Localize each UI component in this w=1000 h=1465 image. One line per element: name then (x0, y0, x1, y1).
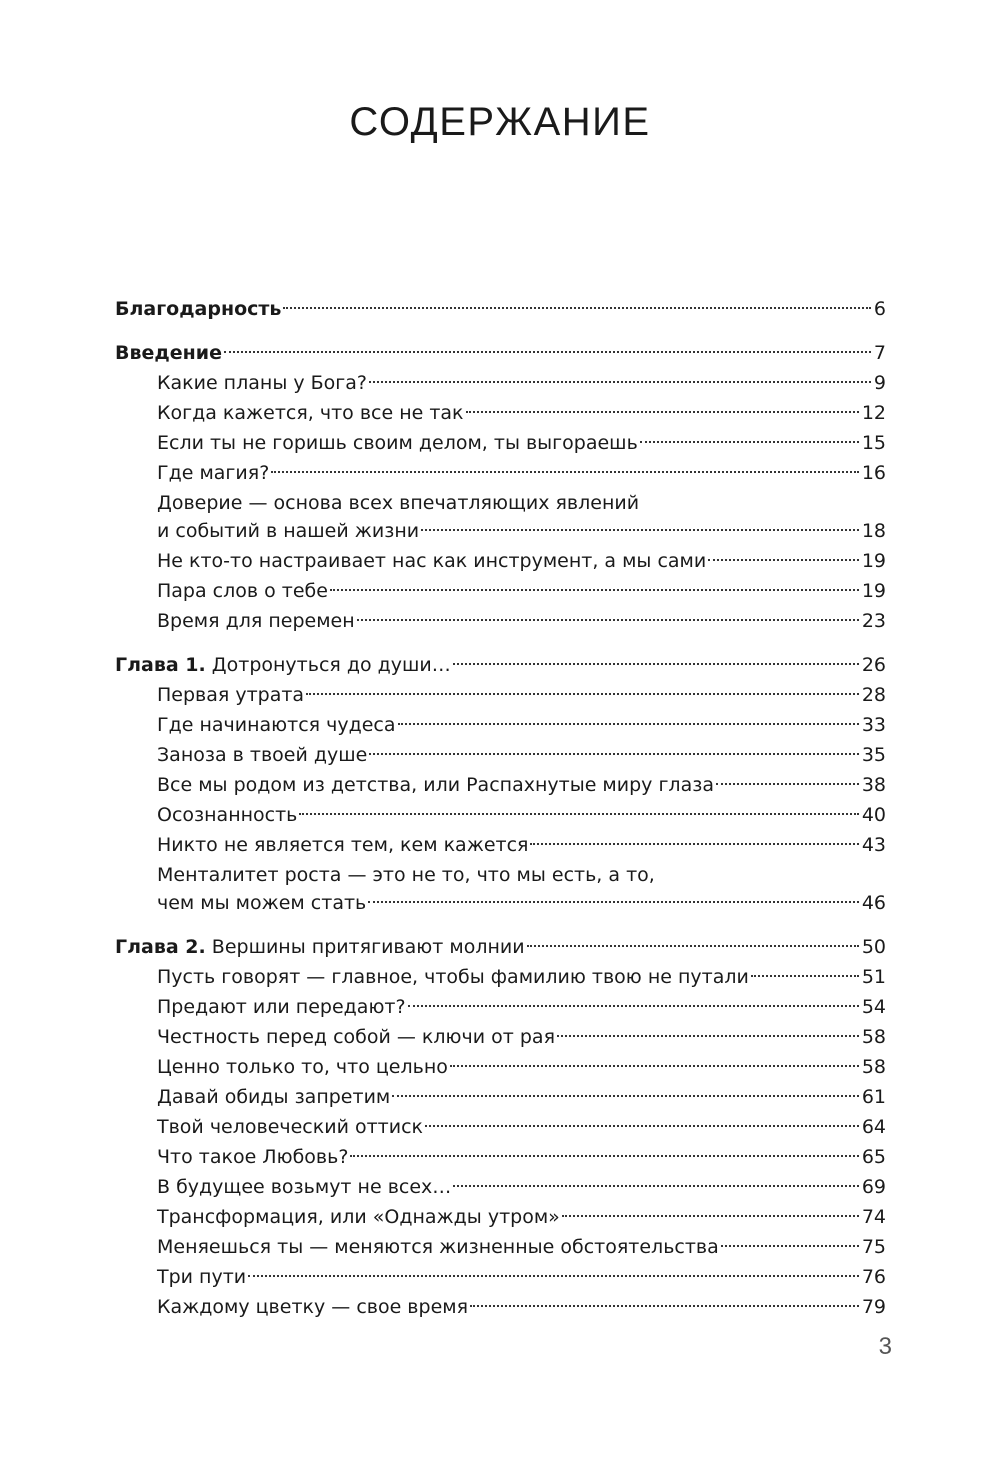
toc-entry[interactable] (115, 1112, 886, 1142)
toc-page-number: 12 (861, 402, 886, 424)
toc-entry[interactable] (115, 830, 886, 860)
toc-entry-label: Честность перед собой — ключи от рая (157, 1026, 555, 1048)
toc-heading-entry[interactable] (115, 932, 886, 962)
toc-entry-label: Когда кажется, что все не так (157, 402, 464, 424)
table-of-contents (115, 294, 886, 1336)
toc-page-number: 7 (873, 342, 886, 364)
toc-page-number: 15 (861, 432, 886, 454)
toc-entry-label: Пусть говорят — главное, чтобы фамилию твою не путали (157, 966, 749, 988)
toc-page-number: 79 (861, 1296, 886, 1318)
toc-entry[interactable] (115, 1232, 886, 1262)
toc-entry[interactable] (115, 992, 886, 1022)
toc-entry-label: Давай обиды запретим (157, 1086, 391, 1108)
toc-heading-bold: Введение (115, 342, 222, 364)
toc-page-number: 61 (861, 1086, 886, 1108)
toc-heading-bold: Глава 1. (115, 654, 206, 676)
toc-entry-label: Пара слов о тебе (157, 580, 328, 602)
dot-leader (562, 1215, 859, 1217)
toc-heading-rest: Дотронуться до души… (205, 654, 451, 676)
dot-leader (453, 1185, 859, 1187)
dot-leader (425, 1125, 859, 1127)
toc-entry[interactable] (115, 428, 886, 458)
toc-entry-label: Не кто-то настраивает нас как инструмент, а мы сами (157, 550, 707, 572)
toc-page-number: 35 (861, 744, 886, 766)
dot-leader (398, 723, 859, 725)
toc-page-number: 46 (861, 892, 886, 914)
dot-leader (368, 901, 859, 903)
toc-entry[interactable] (115, 1052, 886, 1082)
toc-entry-label: Все мы родом из детства, или Распахнутые миру глаза (157, 774, 714, 796)
toc-page-number: 23 (861, 610, 886, 632)
dot-leader (299, 813, 858, 815)
toc-heading-label (115, 932, 525, 962)
toc-entry[interactable] (115, 458, 886, 488)
toc-entry[interactable] (115, 1202, 886, 1232)
toc-page-number: 16 (861, 462, 886, 484)
dot-leader (708, 559, 859, 561)
toc-entry[interactable] (115, 1022, 886, 1052)
dot-leader (721, 1245, 859, 1247)
toc-entry[interactable] (115, 680, 886, 710)
dot-leader (369, 753, 858, 755)
toc-entry (115, 516, 886, 546)
toc-entry-multiline[interactable] (115, 860, 886, 918)
toc-entry-label: Где магия? (157, 462, 270, 484)
dot-leader (530, 843, 858, 845)
toc-entry[interactable] (115, 1262, 886, 1292)
toc-page-number: 40 (861, 804, 886, 826)
toc-entry-label: Твой человеческий оттиск (157, 1116, 423, 1138)
toc-page-number: 6 (873, 298, 886, 320)
dot-leader (450, 1065, 859, 1067)
toc-entry[interactable] (115, 1172, 886, 1202)
toc-entry-label: Каждому цветку — свое время (157, 1296, 469, 1318)
toc-page-number: 51 (861, 966, 886, 988)
toc-entry-label: Что такое Любовь? (157, 1146, 349, 1168)
toc-entry[interactable] (115, 1292, 886, 1322)
dot-leader (369, 381, 871, 383)
dot-leader (350, 1155, 858, 1157)
dot-leader (357, 619, 859, 621)
dot-leader (640, 441, 859, 443)
toc-section (115, 650, 886, 918)
dot-leader (421, 529, 859, 531)
toc-heading-label (115, 650, 451, 680)
toc-entry-label: Время для перемен (157, 610, 355, 632)
toc-heading-rest: Вершины притягивают молнии (205, 936, 525, 958)
toc-entry-label: Ценно только то, что цельно (157, 1056, 448, 1078)
dot-leader (557, 1035, 859, 1037)
toc-entry-label: Если ты не горишь своим делом, ты выгораешь (157, 432, 638, 454)
toc-entry-label: Какие планы у Бога? (157, 372, 368, 394)
dot-leader (470, 1305, 859, 1307)
toc-page-number: 33 (861, 714, 886, 736)
dot-leader (408, 1005, 859, 1007)
toc-entry-label: Меняешься ты — меняются жизненные обстоятельства (157, 1236, 719, 1258)
toc-page-number: 58 (861, 1026, 886, 1048)
toc-page-number: 74 (861, 1206, 886, 1228)
toc-entry[interactable] (115, 606, 886, 636)
toc-entry[interactable] (115, 546, 886, 576)
toc-entry-multiline[interactable] (115, 488, 886, 546)
toc-page-number: 64 (861, 1116, 886, 1138)
toc-heading-label (115, 338, 222, 368)
dot-leader (306, 693, 859, 695)
dot-leader (283, 307, 870, 309)
toc-heading-bold: Благодарность (115, 298, 282, 320)
toc-entry-label: В будущее возьмут не всех… (157, 1176, 452, 1198)
dot-leader (271, 471, 859, 473)
toc-heading-entry[interactable] (115, 650, 886, 680)
toc-entry-label: Первая утрата (157, 684, 305, 706)
toc-page-number: 65 (861, 1146, 886, 1168)
toc-heading-bold: Глава 2. (115, 936, 206, 958)
toc-entry[interactable] (115, 576, 886, 606)
page-title: СОДЕРЖАНИЕ (349, 100, 651, 144)
toc-section (115, 932, 886, 1322)
toc-entry-label: Заноза в твоей душе (157, 744, 368, 766)
toc-page-number: 43 (861, 834, 886, 856)
toc-entry[interactable] (115, 770, 886, 800)
toc-entry[interactable] (115, 1142, 886, 1172)
toc-page-number: 75 (861, 1236, 886, 1258)
toc-entry[interactable] (115, 800, 886, 830)
toc-page-number: 58 (861, 1056, 886, 1078)
toc-heading-entry[interactable] (115, 294, 886, 324)
toc-page-number: 19 (861, 580, 886, 602)
toc-page-number: 76 (861, 1266, 886, 1288)
toc-heading-entry[interactable] (115, 338, 886, 368)
dot-leader (224, 351, 871, 353)
toc-entry-label: Предают или передают? (157, 996, 406, 1018)
dot-leader (466, 411, 859, 413)
toc-entry[interactable] (115, 740, 886, 770)
toc-entry[interactable] (115, 398, 886, 428)
dot-leader (248, 1275, 859, 1277)
toc-page-number: 50 (861, 936, 886, 958)
toc-page-number: 69 (861, 1176, 886, 1198)
toc-entry-label: Где начинаются чудеса (157, 714, 396, 736)
dot-leader (716, 783, 859, 785)
toc-entry-label: и событий в нашей жизни (157, 520, 420, 542)
dot-leader (330, 589, 859, 591)
toc-page-number: 9 (873, 372, 886, 394)
toc-entry[interactable] (115, 962, 886, 992)
dot-leader (453, 663, 859, 665)
toc-heading-label (115, 294, 281, 324)
toc-entry[interactable] (115, 368, 886, 398)
toc-entry-line1: Доверие — основа всех впечатляющих явлений (157, 492, 640, 514)
toc-entry-label: Никто не является тем, кем кажется (157, 834, 529, 856)
toc-page-number: 38 (861, 774, 886, 796)
toc-entry-label: Трансформация, или «Однажды утром» (157, 1206, 560, 1228)
toc-page-number: 28 (861, 684, 886, 706)
toc-entry (115, 888, 886, 918)
dot-leader (751, 975, 859, 977)
toc-section (115, 294, 886, 324)
toc-page-number: 54 (861, 996, 886, 1018)
toc-entry-label: Три пути (157, 1266, 247, 1288)
toc-entry[interactable] (115, 1082, 886, 1112)
dot-leader (527, 945, 859, 947)
toc-section (115, 338, 886, 636)
toc-entry[interactable] (115, 710, 886, 740)
toc-entry-label: Осознанность (157, 804, 298, 826)
toc-page-number: 18 (861, 520, 886, 542)
toc-entry-label: чем мы можем стать (157, 892, 367, 914)
toc-page-number: 19 (861, 550, 886, 572)
dot-leader (392, 1095, 859, 1097)
toc-page-number: 26 (861, 654, 886, 676)
page-number: 3 (878, 1333, 892, 1360)
toc-entry-line1: Менталитет роста — это не то, что мы есть, а то, (157, 864, 655, 886)
